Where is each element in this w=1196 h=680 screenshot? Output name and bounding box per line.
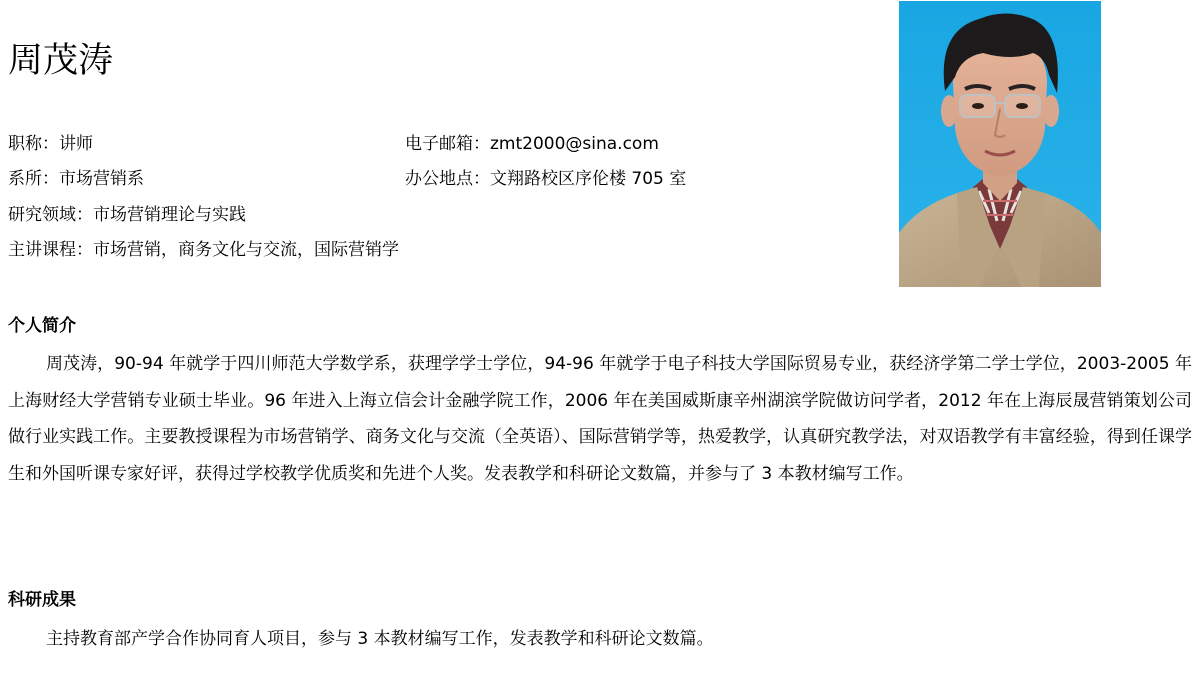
department-line	[8, 167, 144, 191]
email-label: 电子邮箱：	[405, 134, 490, 154]
email-value[interactable]: zmt2000@sina.com	[490, 134, 659, 154]
research-area-label: 研究领域：	[8, 205, 93, 225]
department-label: 系所：	[8, 169, 59, 189]
portrait-illustration	[899, 1, 1101, 287]
office-line	[405, 167, 686, 191]
research-area-line	[8, 203, 246, 227]
courses-label: 主讲课程：	[8, 240, 93, 260]
title-line	[8, 132, 93, 156]
profile-name: 周茂涛	[8, 41, 114, 81]
courses-line	[8, 238, 399, 262]
title-value: 讲师	[59, 134, 93, 154]
title-label: 职称：	[8, 134, 59, 154]
research-area-value: 市场营销理论与实践	[93, 205, 246, 225]
office-label: 办公地点：	[405, 169, 490, 189]
portrait-photo	[899, 1, 1101, 287]
courses-value: 市场营销，商务文化与交流，国际营销学	[93, 240, 399, 260]
email-line	[405, 132, 659, 156]
bio-heading: 个人简介	[8, 316, 76, 336]
department-value: 市场营销系	[59, 169, 144, 189]
research-paragraph: 主持教育部产学合作协同育人项目，参与 3 本教材编写工作，发表教学和科研论文数篇。	[46, 629, 714, 649]
research-heading: 科研成果	[8, 590, 76, 610]
office-value: 文翔路校区序伦楼 705 室	[490, 169, 687, 189]
bio-paragraph: 周茂涛，90-94 年就学于四川师范大学数学系，获理学学士学位，94-96 年就学于电子科技大学国际贸易专业，获经济学第二学士学位，2003-2005 年上海财经大学营销专业硕士毕业。96 年进入上海立信会计金融学院工作，2006 年在美国威斯康辛州湖滨学院做访问学者，2012 年在上海辰晟营销策划公司做行业实践工作。主要教授课程为市场营销学、商务文化与交流（全英语）、国际营销学等，热爱教学，认真研究教学法，对双语教学有丰富经验，得到任课学生和外国听课专家好评，获得过学校教学优质奖和先进个人奖。发表教学和科研论文数篇，并参与了 3 本教材编写工作。	[8, 354, 1192, 484]
